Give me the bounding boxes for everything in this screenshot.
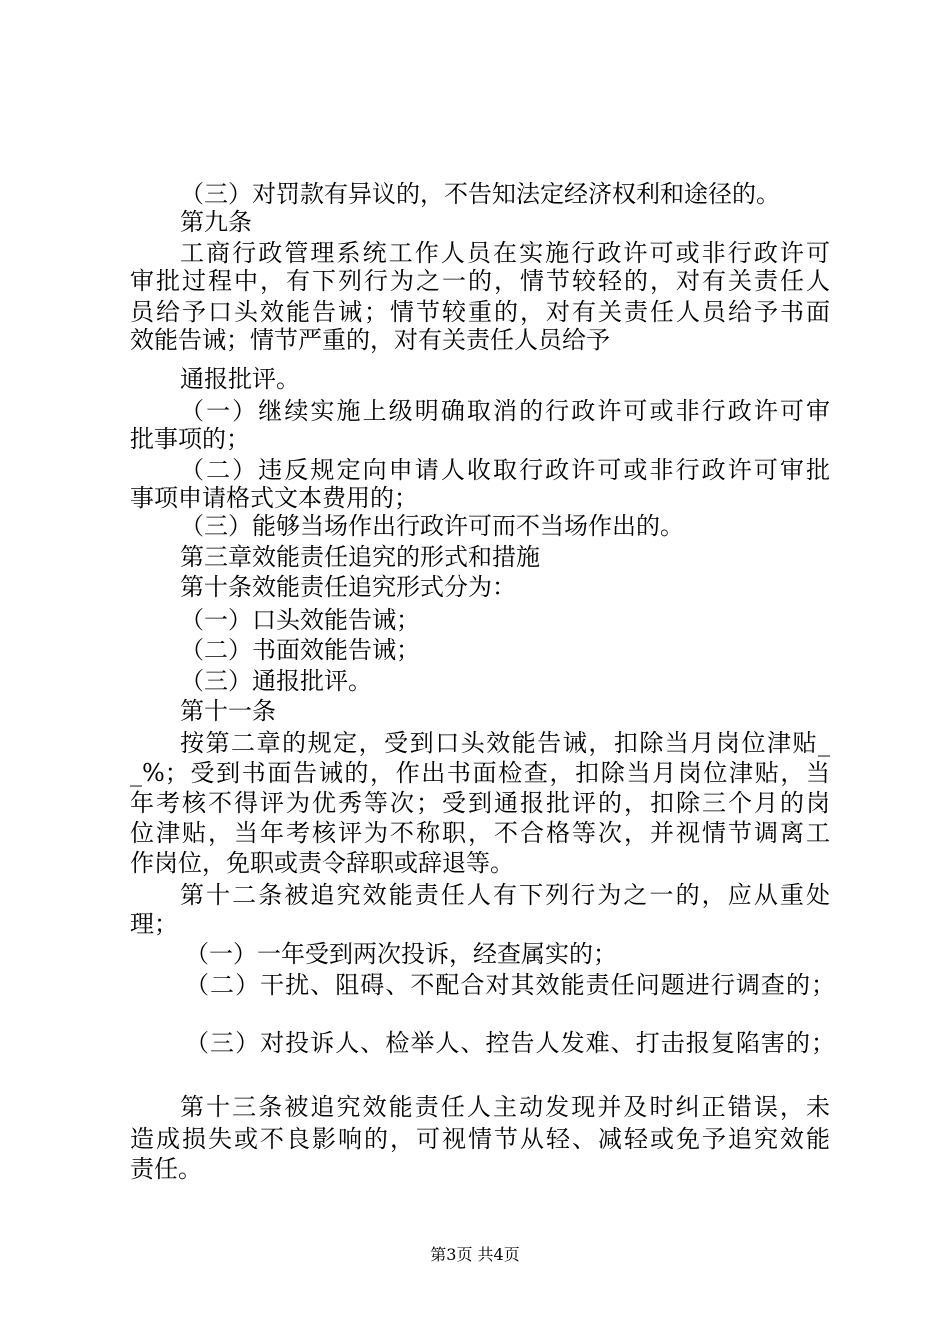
paragraph-line: （三）能够当场作出行政许可而不当场作出的。	[180, 512, 684, 540]
paragraph-line: 按第二章的规定，受到口头效能告诫，扣除当月岗位津贴_	[180, 729, 830, 757]
page-number: 第3页 共4页	[430, 1245, 520, 1264]
paragraph-line: 通报批评。	[180, 365, 300, 393]
paragraph-line: 第十二条被追究效能责任人有下列行为之一的，应从重处	[180, 881, 830, 909]
list-item: （一）口头效能告诫；	[180, 606, 420, 634]
paragraph-line: 批事项的；	[130, 425, 250, 453]
paragraph-line: 第十三条被追究效能责任人主动发现并及时纠正错误，未	[180, 1093, 830, 1121]
list-item: （三）对投诉人、检举人、控告人发难、打击报复陷害的；	[185, 1029, 835, 1057]
paragraph-line: 责任。	[130, 1155, 202, 1183]
paragraph-line: 第十条效能责任追究形式分为：	[180, 573, 516, 601]
paragraph-line: （三）对罚款有异议的，不告知法定经济权利和途径的。	[180, 180, 780, 208]
article-heading: 第十一条	[180, 697, 276, 725]
article-heading: 第九条	[180, 208, 252, 236]
paragraph-line: （二）违反规定向申请人收取行政许可或非行政许可审批	[180, 456, 830, 484]
paragraph-line: 造成损失或不良影响的，可视情节从轻、减轻或免予追究效能	[130, 1125, 830, 1153]
paragraph-line: _%；受到书面告诫的，作出书面检查，扣除当月岗位津贴，当	[130, 759, 830, 787]
list-item: （一）一年受到两次投诉，经查属实的；	[185, 940, 617, 968]
list-item: （二）书面效能告诫；	[180, 636, 420, 664]
paragraph-line: 年考核不得评为优秀等次；受到通报批评的，扣除三个月的岗	[130, 789, 830, 817]
paragraph-line: 事项申请格式文本费用的；	[130, 484, 418, 512]
list-item: （三）通报批评。	[180, 667, 372, 695]
paragraph-line: 作岗位，免职或责令辞职或辞退等。	[130, 849, 514, 877]
paragraph-line: （一）继续实施上级明确取消的行政许可或非行政许可审	[180, 397, 830, 425]
paragraph-line: 审批过程中，有下列行为之一的，情节较轻的，对有关责任人	[130, 267, 830, 295]
paragraph-line: 工商行政管理系统工作人员在实施行政许可或非行政许可	[180, 239, 830, 267]
chapter-heading: 第三章效能责任追究的形式和措施	[180, 543, 540, 571]
list-item: （二）干扰、阻碍、不配合对其效能责任问题进行调查的；	[185, 971, 835, 999]
paragraph-line: 位津贴，当年考核评为不称职，不合格等次，并视情节调离工	[130, 819, 830, 847]
paragraph-line: 理；	[130, 910, 178, 938]
paragraph-line: 员给予口头效能告诫；情节较重的，对有关责任人员给予书面	[130, 298, 830, 326]
paragraph-line: 效能告诫；情节严重的，对有关责任人员给予	[130, 326, 610, 354]
